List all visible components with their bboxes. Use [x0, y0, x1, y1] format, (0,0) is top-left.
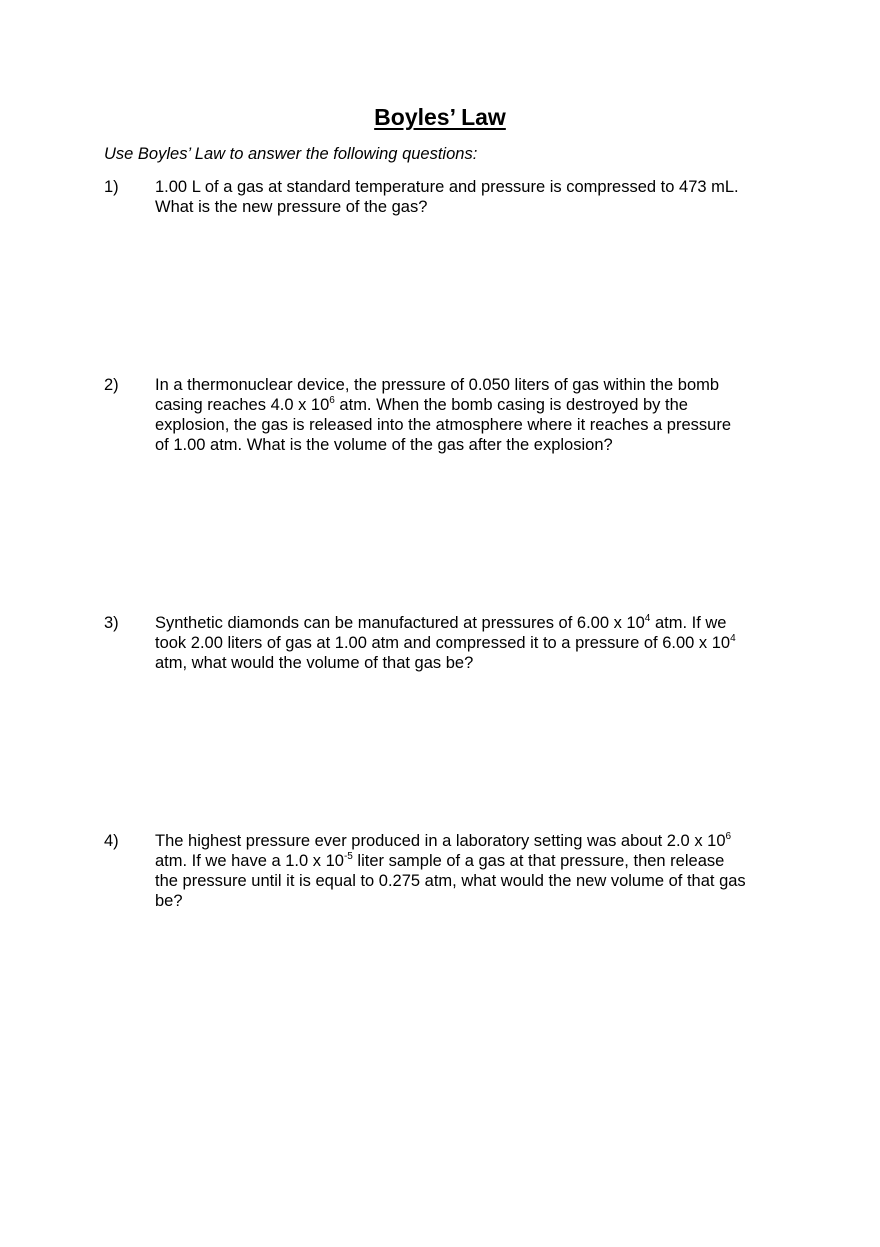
exponent: -5 [343, 851, 353, 862]
exponent: 6 [725, 831, 732, 842]
question-number: 3) [104, 614, 119, 632]
question-text [155, 613, 785, 673]
exponent: 4 [730, 633, 736, 644]
text-run: liter sample of a gas at that pressure, then release [352, 852, 725, 870]
question-number: 4) [104, 832, 119, 850]
exponent: 6 [329, 395, 335, 406]
text-run: casing reaches 4.0 x 10 [155, 396, 330, 414]
question-line [155, 375, 785, 395]
question-line [155, 871, 785, 891]
text-run: took 2.00 liters of gas at 1.00 atm and compressed it to a pressure of 6.00 x 10 [155, 634, 731, 652]
text-run: In a thermonuclear device, the pressure of 0.050 liters of gas within the bomb [155, 376, 720, 394]
text-run: atm. When the bomb casing is destroyed by the [334, 396, 688, 414]
question-line [155, 197, 785, 217]
text-run: atm, what would the volume of that gas be? [155, 654, 474, 672]
question-number: 1) [104, 178, 119, 196]
text-run: atm. If we [650, 614, 727, 632]
text-run: atm. If we have a 1.0 x 10 [155, 852, 344, 870]
question-line [155, 891, 785, 911]
question-line [155, 177, 785, 197]
question-line [155, 435, 785, 455]
instructions: Use Boyles’ Law to answer the following questions: [104, 145, 478, 163]
question-line [155, 415, 785, 435]
exponent: 4 [644, 613, 651, 624]
question-line [155, 395, 785, 415]
question-line [155, 851, 785, 871]
question-line [155, 613, 785, 633]
question-text [155, 375, 785, 455]
question-number: 2) [104, 376, 119, 394]
text-run: the pressure until it is equal to 0.275 atm, what would the new volume of that gas [155, 872, 746, 890]
question-line [155, 653, 785, 673]
question-text [155, 177, 785, 217]
text-run: The highest pressure ever produced in a laboratory setting was about 2.0 x 10 [155, 832, 726, 850]
page-title: Boyles’ Law [374, 104, 506, 130]
question-line [155, 633, 785, 653]
question-text [155, 831, 785, 911]
text-run: of 1.00 atm. What is the volume of the gas after the explosion? [155, 436, 613, 454]
question-line [155, 831, 785, 851]
text-run: Synthetic diamonds can be manufactured at pressures of 6.00 x 10 [155, 614, 645, 632]
text-run: 1.00 L of a gas at standard temperature and pressure is compressed to 473 mL. [155, 178, 739, 196]
text-run: explosion, the gas is released into the atmosphere where it reaches a pressure [155, 416, 731, 434]
text-run: What is the new pressure of the gas? [155, 198, 428, 216]
text-run: be? [155, 892, 183, 910]
